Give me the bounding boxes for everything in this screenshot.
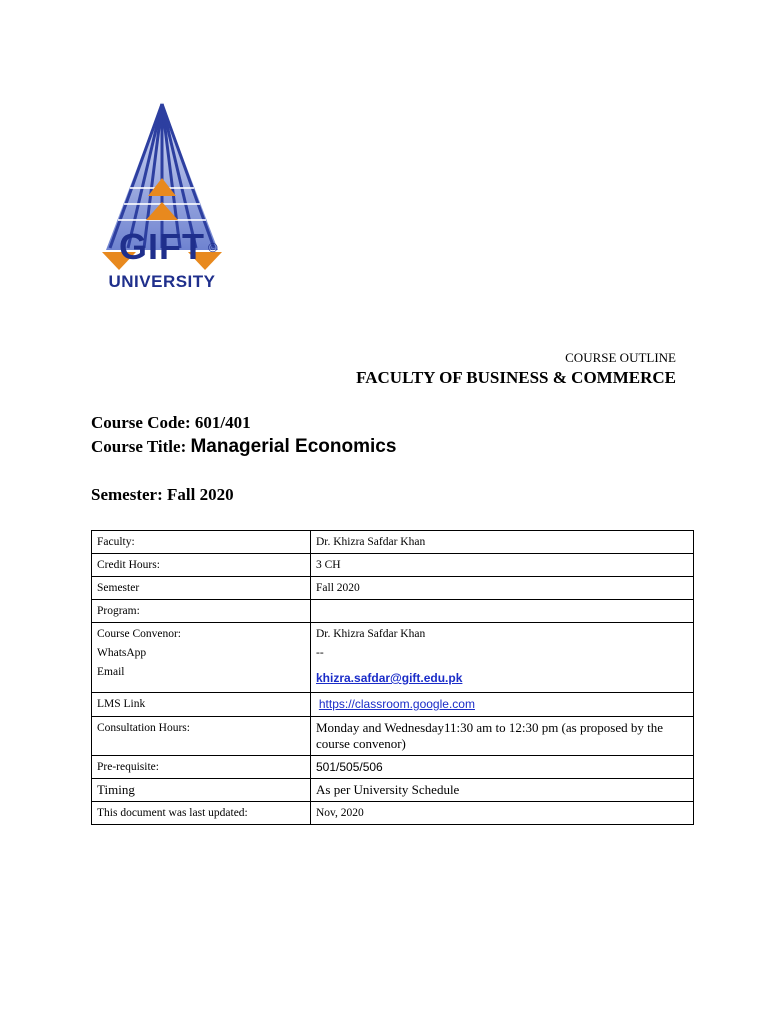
email-label: Email — [97, 666, 125, 678]
course-outline-label: COURSE OUTLINE — [565, 350, 676, 365]
copyright-symbol: © — [208, 240, 218, 255]
semester-label: Semester: — [91, 485, 163, 504]
consultation-label: Consultation Hours: — [92, 717, 311, 756]
course-title-value: Managerial Economics — [190, 436, 397, 457]
course-code-value: 601/401 — [194, 413, 251, 432]
credit-hours-value: 3 CH — [311, 554, 694, 577]
lms-label: LMS Link — [92, 693, 311, 717]
prerequisite-value: 501/505/506 — [311, 756, 694, 779]
last-updated-label: This document was last updated: — [92, 802, 311, 825]
whatsapp-label: WhatsApp — [97, 647, 147, 659]
consultation-value: Monday and Wednesday11:30 am to 12:30 pm (as proposed by the course convenor) — [311, 717, 694, 756]
table-row — [92, 717, 694, 756]
convenor-value-cell — [311, 623, 694, 693]
convenor-value: Dr. Khizra Safdar Khan — [316, 628, 426, 640]
convenor-email-link[interactable]: khizra.safdar@gift.edu.pk — [316, 671, 463, 685]
course-code-label: Course Code: — [91, 413, 191, 432]
semester-value: Fall 2020 — [167, 485, 234, 504]
prerequisite-label: Pre-requisite: — [92, 756, 311, 779]
whatsapp-value: -- — [316, 647, 324, 659]
course-code — [91, 413, 251, 433]
gift-university-logo — [92, 100, 232, 296]
faculty-heading: FACULTY OF BUSINESS & COMMERCE — [356, 368, 676, 387]
logo-wordmark: GIFT — [119, 226, 205, 267]
semester-row-value: Fall 2020 — [311, 577, 694, 600]
lms-value-cell — [311, 693, 694, 717]
logo-university-text: UNIVERSITY — [108, 272, 216, 291]
table-row — [92, 693, 694, 717]
semester-row-label: Semester — [92, 577, 311, 600]
last-updated-value: Nov, 2020 — [311, 802, 694, 825]
timing-label: Timing — [92, 779, 311, 802]
semester-heading — [91, 485, 234, 505]
credit-hours-label: Credit Hours: — [92, 554, 311, 577]
timing-value: As per University Schedule — [311, 779, 694, 802]
table-row — [92, 623, 694, 693]
table-row — [92, 802, 694, 825]
program-label: Program: — [92, 600, 311, 623]
faculty-value: Dr. Khizra Safdar Khan — [311, 531, 694, 554]
table-row — [92, 600, 694, 623]
convenor-label-cell — [92, 623, 311, 693]
course-title-label: Course Title: — [91, 437, 187, 456]
course-info-table — [91, 530, 694, 825]
course-title — [91, 436, 396, 458]
convenor-label: Course Convenor: — [97, 628, 182, 640]
table-row — [92, 554, 694, 577]
lms-link[interactable]: https://classroom.google.com — [318, 697, 475, 711]
table-row — [92, 756, 694, 779]
table-row — [92, 779, 694, 802]
program-value — [311, 600, 694, 623]
faculty-label: Faculty: — [92, 531, 311, 554]
table-row — [92, 531, 694, 554]
table-row — [92, 577, 694, 600]
